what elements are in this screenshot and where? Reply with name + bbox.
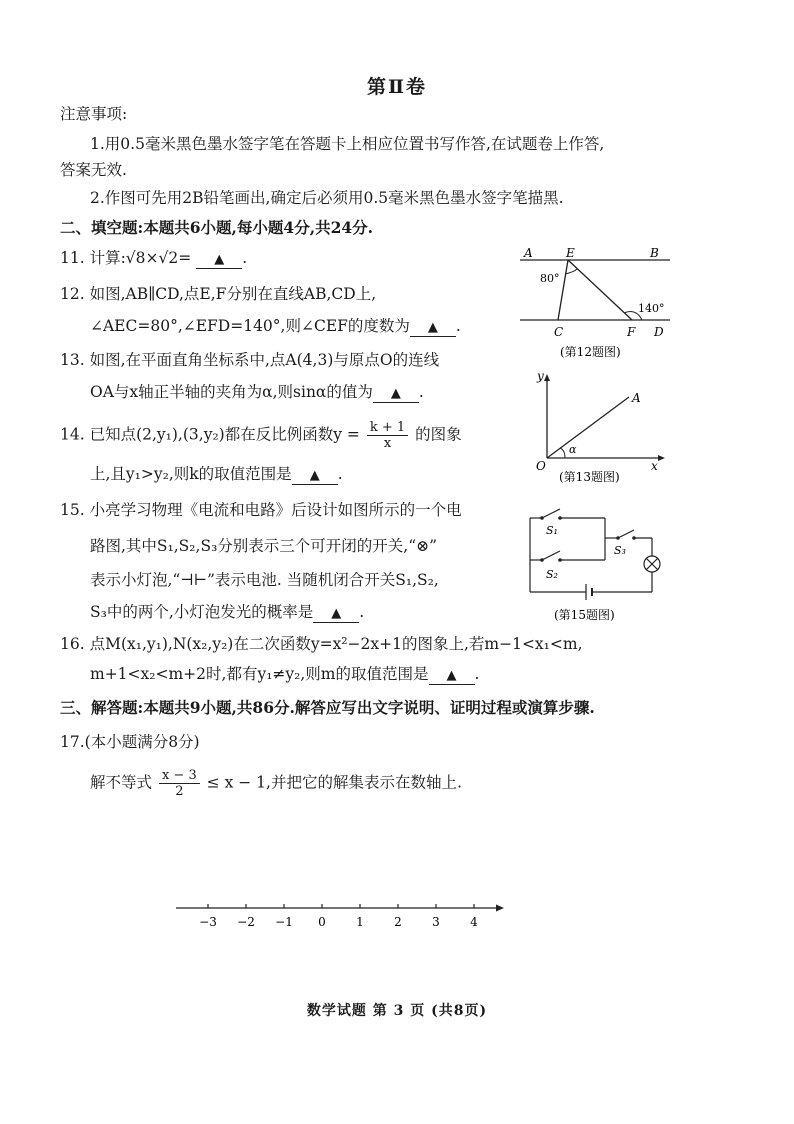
label-e: E bbox=[566, 246, 575, 260]
number-line-arrow bbox=[496, 905, 504, 912]
angle-arc-alpha bbox=[560, 448, 565, 458]
page-title: 第Ⅱ卷 bbox=[366, 76, 427, 98]
section-3-heading: 三、解答题:本题共9小题,共86分.解答应写出文字说明、证明过程或演算步骤. bbox=[60, 698, 595, 717]
switch-contact bbox=[540, 558, 544, 562]
q14-text-post: 的图象 bbox=[415, 425, 462, 444]
question-17-header: 17.(本小题满分8分) bbox=[60, 733, 200, 751]
number-line-tick-label: −3 bbox=[199, 915, 217, 929]
q15-text: S₃中的两个,小灯泡发光的概率是 bbox=[90, 603, 314, 621]
switch-contact bbox=[558, 516, 562, 520]
question-15-line-1: 15. 小亮学习物理《电流和电路》后设计如图所示的一个电 bbox=[60, 501, 462, 519]
notice-item-1-cont: 答案无效. bbox=[60, 161, 127, 179]
answer-blank-14: ▲ bbox=[292, 468, 338, 485]
question-13-line-1: 13. 如图,在平面直角坐标系中,点A(4,3)与原点O的连线 bbox=[60, 351, 440, 369]
number-line-tick-label: −1 bbox=[275, 915, 293, 929]
answer-blank-12: ▲ bbox=[410, 320, 456, 337]
notice-heading: 注意事项: bbox=[60, 105, 128, 123]
switch-s2-blade bbox=[542, 551, 560, 560]
answer-blank-13: ▲ bbox=[373, 386, 419, 403]
section-2-heading: 二、填空题:本题共6小题,每小题4分,共24分. bbox=[60, 218, 374, 237]
label-angle-80: 80° bbox=[540, 272, 560, 285]
question-14-line-2: 上,且y₁>y₂,则k的取值范围是 ▲ . bbox=[90, 465, 343, 483]
answer-blank-15: ▲ bbox=[313, 606, 359, 623]
question-14-line-1 bbox=[60, 420, 462, 451]
question-16-line-1: 16. 点M(x₁,y₁),N(x₂,y₂)在二次函数y=x²−2x+1的图象上,若m−1<x₁<m, bbox=[60, 635, 583, 653]
q13-text: OA与x轴正半轴的夹角为α,则sinα的值为 bbox=[90, 383, 373, 401]
label-b: B bbox=[650, 246, 659, 260]
q14-frac-den: x bbox=[383, 436, 392, 451]
question-17-body bbox=[90, 768, 462, 799]
page-footer: 数学试题 第 3 页 (共8页) bbox=[306, 1003, 488, 1019]
q17-frac-num: x − 3 bbox=[159, 768, 200, 784]
notice-item-1: 1.用0.5毫米黑色墨水签字笔在答题卡上相应位置书写作答,在试题卷上作答, bbox=[90, 135, 605, 153]
q17-text-pre: 解不等式 bbox=[90, 773, 153, 792]
label-f: F bbox=[627, 325, 636, 339]
switch-contact bbox=[632, 536, 636, 540]
figure-13 bbox=[525, 366, 675, 486]
question-15-line-4: S₃中的两个,小灯泡发光的概率是 ▲ . bbox=[90, 603, 365, 621]
question-11: 11. 计算:√8×√2= ▲ . bbox=[60, 249, 248, 267]
segment-oa bbox=[547, 397, 629, 458]
number-line-tick-label: 0 bbox=[318, 915, 326, 929]
q11-text: 11. 计算:√8×√2= bbox=[60, 249, 197, 267]
switch-contact bbox=[558, 558, 562, 562]
q14-text-pre: 14. 已知点(2,y₁),(3,y₂)都在反比例函数y = bbox=[60, 425, 360, 444]
q14-fraction bbox=[367, 420, 408, 451]
switch-contact bbox=[540, 516, 544, 520]
label-s2: S₂ bbox=[546, 568, 558, 581]
number-line-tick-label: 3 bbox=[432, 915, 440, 929]
y-axis-arrow bbox=[544, 374, 550, 381]
q14-text: 上,且y₁>y₂,则k的取值范围是 bbox=[90, 465, 292, 483]
q14-frac-num: k + 1 bbox=[367, 420, 408, 436]
label-o: O bbox=[536, 459, 546, 473]
label-s1: S₁ bbox=[546, 524, 558, 537]
q17-frac-den: 2 bbox=[175, 784, 184, 799]
label-angle-140: 140° bbox=[638, 302, 665, 315]
segment-ec bbox=[558, 260, 568, 320]
label-y: y bbox=[537, 369, 544, 383]
label-a: A bbox=[524, 246, 533, 260]
number-line-tick-label: 1 bbox=[356, 915, 364, 929]
question-15-line-2: 路图,其中S₁,S₂,S₃分别表示三个可开闭的开关,“⊗” bbox=[90, 537, 438, 555]
question-15-line-3: 表示小灯泡,“⊣⊢”表示电池. 当随机闭合开关S₁,S₂, bbox=[90, 571, 439, 589]
switch-s3-blade bbox=[618, 530, 634, 538]
question-12-line-1: 12. 如图,AB∥CD,点E,F分别在直线AB,CD上, bbox=[60, 285, 377, 303]
number-line-tick-label: −2 bbox=[237, 915, 255, 929]
figure-15 bbox=[520, 494, 680, 624]
caption-figure-15: (第15题图) bbox=[554, 608, 615, 622]
label-s3: S₃ bbox=[614, 544, 626, 557]
q17-fraction bbox=[159, 768, 200, 799]
q16-text: m+1<x₂<m+2时,都有y₁≠y₂,则m的取值范围是 bbox=[90, 665, 429, 683]
number-line bbox=[170, 896, 510, 936]
answer-blank-16: ▲ bbox=[429, 668, 475, 685]
q12-text: ∠AEC=80°,∠EFD=140°,则∠CEF的度数为 bbox=[90, 317, 410, 335]
q17-text-post: ≤ x − 1,并把它的解集表示在数轴上. bbox=[206, 773, 462, 792]
label-d: D bbox=[654, 325, 664, 339]
switch-contact bbox=[616, 536, 620, 540]
label-a: A bbox=[632, 391, 641, 405]
label-c: C bbox=[554, 325, 564, 339]
number-line-tick-label: 4 bbox=[470, 915, 478, 929]
question-12-line-2: ∠AEC=80°,∠EFD=140°,则∠CEF的度数为 ▲ . bbox=[90, 317, 461, 335]
switch-s1-blade bbox=[542, 509, 560, 518]
answer-blank-11: ▲ bbox=[196, 252, 242, 269]
number-line-tick-label: 2 bbox=[394, 915, 402, 929]
label-x: x bbox=[651, 459, 658, 473]
caption-figure-12: (第12题图) bbox=[560, 345, 621, 359]
question-13-line-2: OA与x轴正半轴的夹角为α,则sinα的值为 ▲ . bbox=[90, 383, 424, 401]
notice-item-2: 2.作图可先用2B铅笔画出,确定后必须用0.5毫米黑色墨水签字笔描黑. bbox=[90, 189, 564, 207]
segment-ef bbox=[568, 260, 632, 320]
figure-12 bbox=[510, 244, 680, 364]
question-16-line-2: m+1<x₂<m+2时,都有y₁≠y₂,则m的取值范围是 ▲ . bbox=[90, 665, 480, 683]
x-axis-arrow bbox=[658, 455, 665, 461]
label-alpha: α bbox=[569, 443, 577, 456]
caption-figure-13: (第13题图) bbox=[559, 470, 620, 484]
